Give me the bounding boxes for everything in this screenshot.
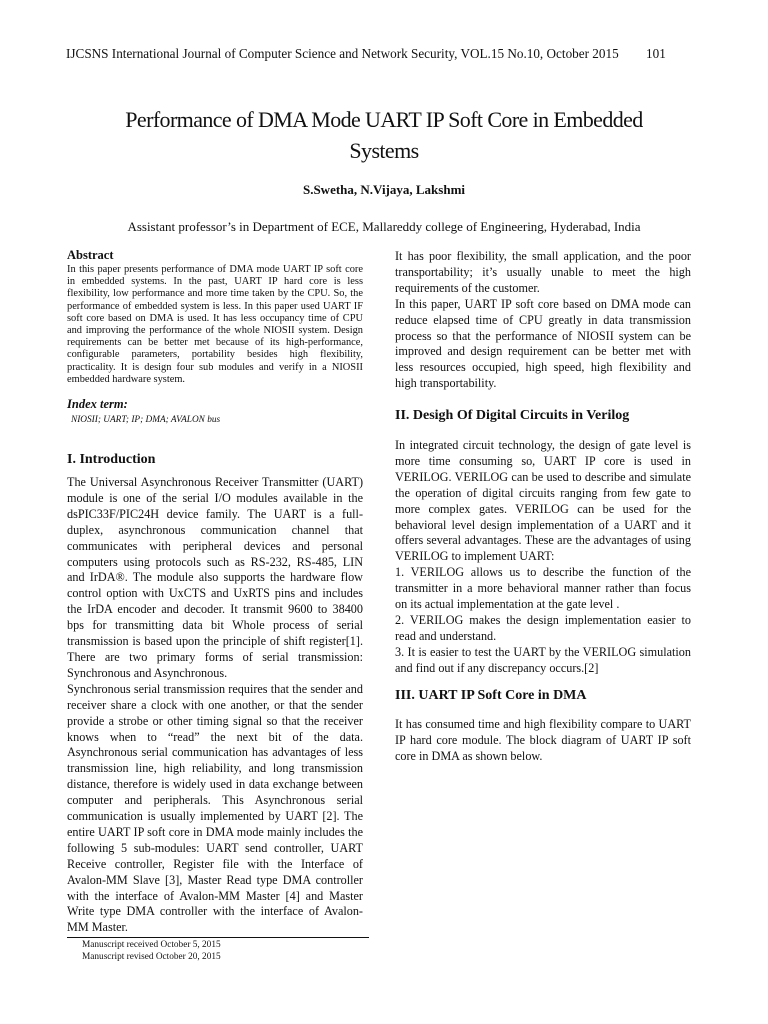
paper-title: [40, 104, 728, 166]
footnote-divider: [67, 937, 369, 938]
intro-paragraph-1: The Universal Asynchronous Receiver Transmitter (UART) module is one of the serial I/O modules available in the dsPIC33F/PIC24H device family. The UART is a full-duplex, asynchronous communication channel that communicates with peripheral devices and personal computers using protocols such as RS-232, RS-485, LIN and IrDA®. The module also supports the hardware flow control option with UxCTS and UxRTS pins and includes the IrDA encoder and decoder. It transmit 9600 to 38400 bps for transmitting data bit Whole process of serial transmission is based upon the principle of shift register[1]. There are two primary forms of serial transmission: Synchronous and Asynchronous.: [67, 475, 363, 680]
uart-dma-body: [395, 717, 691, 765]
section-heading-uart-dma: III. UART IP Soft Core in DMA: [395, 688, 587, 703]
abstract-text: In this paper presents performance of DMA mode UART IP soft core in embedded systems. In the past, UART IP hard core is less flexibility, low performance and more time taken by the CPU. So, the performance of embedded system is less. In this paper used UART IF soft core based on DMA is used. It has less occupancy time of CPU and improving the performance of the whole NIOSII system. Design requirements can be better met because of its high-performance, configurable parameters, portability besides high flexibility, practicality. It is design four sub modules and verify in a NIOSII embedded hardware system.: [67, 264, 363, 385]
col2-paragraph-2: In this paper, UART IP soft core based on DMA mode can reduce elapsed time of CPU greatly in data transmission process so that the performance of NIOSII system can be improved and design requirement can be better met with less resources occupied, high speed, high flexibility and high transportability.: [395, 296, 691, 391]
uart-dma-paragraph: It has consumed time and high flexibility compare to UART IP hard core module. The block diagram of UART IP soft core in DMA as shown below.: [395, 717, 691, 763]
verilog-item-2: 2. VERILOG makes the design implementation easier to read and understand.: [395, 612, 691, 643]
title-line-1: Performance of DMA Mode UART IP Soft Core in Embedded: [125, 107, 643, 132]
verilog-item-3: 3. It is easier to test the UART by the VERILOG simulation and find out if any discrepancy occurs.[2]: [395, 644, 691, 675]
authors: S.Swetha, N.Vijaya, Lakshmi: [302, 182, 466, 197]
abstract-heading: Abstract: [67, 248, 114, 262]
section-heading-introduction: I. Introduction: [67, 452, 156, 467]
introduction-body: [67, 475, 363, 936]
footnote-received: Manuscript received October 5, 2015: [82, 940, 221, 950]
page-number: 101: [646, 46, 666, 61]
col2-paragraph-1: It has poor flexibility, the small application, and the poor transportability; it’s usually unable to meet the high requirements of the customer.: [395, 249, 691, 295]
journal-header: IJCSNS International Journal of Computer Science and Network Security, VOL.15 No.10, October 2015: [66, 46, 619, 61]
index-terms-heading: Index term:: [67, 397, 128, 411]
index-terms-text: NIOSII; UART; IP; DMA; AVALON bus: [71, 415, 221, 425]
verilog-item-1: 1. VERILOG allows us to describe the function of the transmitter in a more behavioral manner rather than focus on its actual implementation at the gate level .: [395, 565, 691, 612]
affiliation: Assistant professor’s in Department of ECE, Mallareddy college of Engineering, Hyderabad, India: [127, 219, 641, 234]
footnote-revised: Manuscript revised October 20, 2015: [82, 952, 221, 962]
column2-intro: [395, 249, 691, 392]
verilog-paragraph: In integrated circuit technology, the design of gate level is more time consuming so, UART IP core is used in VERILOG. VERILOG can be used to describe and simulate the operation of digital circuits ranging from few gate to more complex gates. VERILOG can be used for the behavioral level design implementation of a UART and it offers several advantages. These are the advantages of using VERILOG to implement UART:: [395, 438, 691, 564]
title-line-2: Systems: [349, 138, 419, 163]
verilog-body: [395, 438, 691, 677]
intro-paragraph-2: Synchronous serial transmission requires that the sender and receiver share a clock with one another, or that the sender provide a strobe or other timing signal so that the receiver knows when to “read” the next bit of the data. Asynchronous serial communication has advantages of less transmission line, high reliability, and long transmission distance, therefore is widely used in data exchange between computer and peripherals. This Asynchronous serial communication is usually implemented by UART [2]. The entire UART IP soft core in DMA mode mainly includes the following 5 sub-modules: UART send controller, UART Receive controller, Register file with the Interface of Avalon-MM Slave [3], Master Read type DMA controller with the interface of Avalon-MM Master [4] and Master Write type DMA controller with the interface of Avalon-MM Master.: [67, 681, 363, 935]
section-heading-verilog: II. Desigh Of Digital Circuits in Verilog: [395, 408, 630, 423]
